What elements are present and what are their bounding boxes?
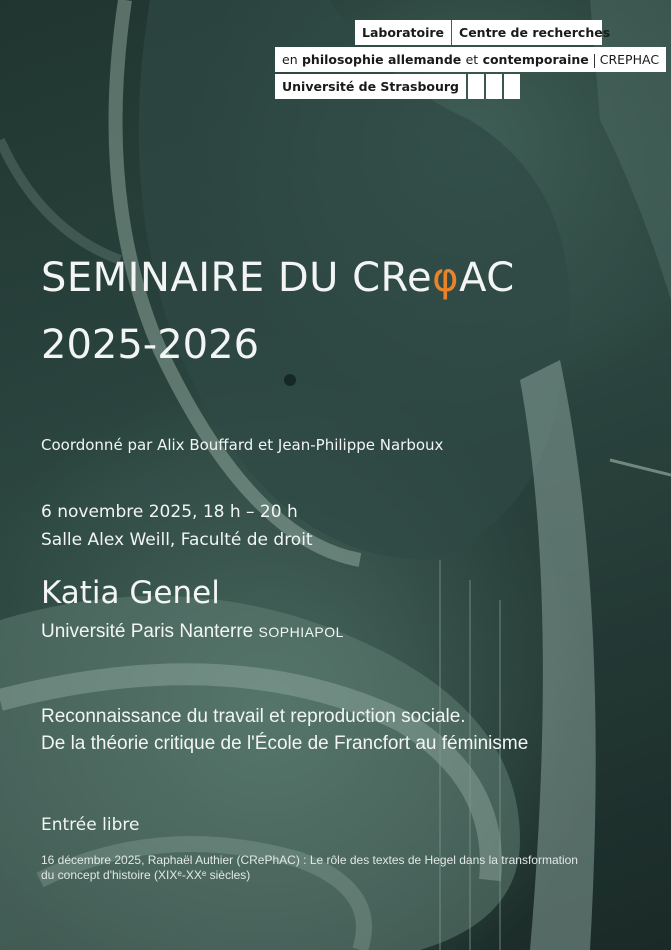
logo-centre: Centre de recherches — [452, 20, 602, 45]
logo-block — [468, 74, 484, 99]
crephac-logo — [275, 20, 660, 99]
logo-fullname: en philosophie allemande et contemporaine CREPHAC — [275, 47, 666, 72]
logo-lab: Laboratoire — [355, 20, 452, 45]
logo-block — [486, 74, 502, 99]
logo-separator — [594, 54, 595, 68]
talk-title-line1: Reconnaissance du travail et reproduction sociale. — [41, 706, 466, 727]
session-date: 6 novembre 2025, 18 h – 20 h — [41, 502, 298, 522]
seminar-title: SEMINAIRE DU CReφAC — [41, 255, 515, 301]
session-place: Salle Alex Weill, Faculté de droit — [41, 530, 313, 550]
coordinators: Coordonné par Alix Bouffard et Jean-Philippe Narboux — [41, 436, 444, 454]
entry-notice: Entrée libre — [41, 815, 140, 835]
logo-university: Université de Strasbourg — [275, 74, 466, 99]
speaker-affiliation: Université Paris Nanterre SOPHIAPOL — [41, 621, 344, 642]
next-session: 16 décembre 2025, Raphaël Authier (CRePhAC) : Le rôle des textes de Hegel dans la transformation du concept d'histoire (XIXᵉ-XXᵉ siècles) — [41, 853, 578, 882]
speaker-lab: SOPHIAPOL — [258, 624, 344, 640]
seminar-years: 2025-2026 — [41, 322, 260, 368]
phi-symbol: φ — [432, 255, 460, 301]
talk-title-line2: De la théorie critique de l'École de Francfort au féminisme — [41, 733, 529, 754]
speaker-name: Katia Genel — [41, 575, 220, 611]
logo-block — [504, 74, 520, 99]
